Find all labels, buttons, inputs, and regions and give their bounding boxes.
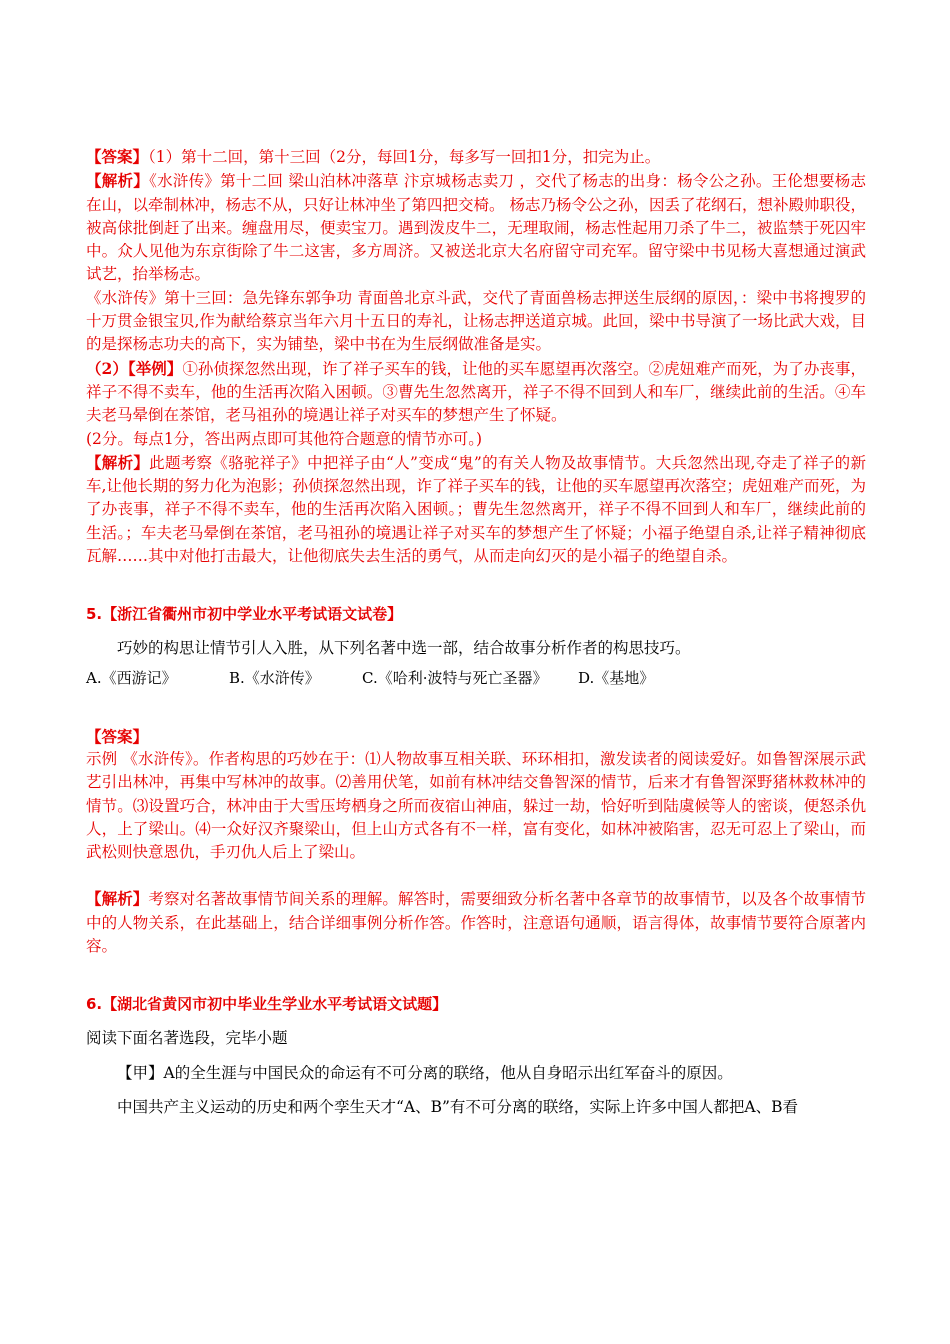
option-b: B.《水浒传》 — [229, 668, 320, 687]
q5-answer-label: 【答案】 — [86, 726, 149, 746]
question-5-prompt: 巧妙的构思让情节引人入胜，从下列名著中选一部，结合故事分析作者的构思技巧。 — [117, 639, 691, 658]
option-a: A.《西游记》 — [86, 668, 177, 687]
q5-analysis-text: 考察对名著故事情节间关系的理解。解答时，需要细致分析名著中各章节的故事情节，以及各个故事情节中的人物关系，在此基础上，结合详细事例分析作答。作答时，注意语句通顺，语言得体，故事情节要符合原著内容。 — [86, 890, 866, 956]
question-5-options — [86, 667, 866, 690]
analysis-text: 《水浒传》第十二回 梁山泊林冲落草 汴京城杨志卖刀 ，交代了杨志的出身：杨令公之孙。王伦想要杨志在山，以牵制林冲，杨志不从，只好让林冲坐了第四把交椅。 杨志乃杨令公之孙，因丢了花纲石，想补殿帅职役，被高俅批倒赶了出来。缠盘用尽，便卖宝刀。遇到泼皮牛二，无理取闹，杨志性起用刀杀了牛二，被监禁于死囚牢中。众人见他为东京街除了牛二这害，多方周济。又被送北京大名府留守司充军。留守梁中书见杨大喜想通过演武试艺，抬举杨志。 — [86, 172, 866, 284]
answer-label: 【答案】 — [86, 147, 149, 166]
part2-paragraph — [86, 357, 866, 428]
question-6-passage-1 — [86, 1062, 866, 1085]
option-d: D.《基地》 — [578, 668, 655, 687]
question-6-prompt: 阅读下面名著选段，完毕小题 — [86, 1029, 288, 1048]
passage-1-text: A的全生涯与中国民众的命运有不可分离的联络，他从自身昭示出红军奋斗的原因。 — [163, 1063, 733, 1082]
part2-text: ①孙侦探忽然出现，诈了祥子买车的钱，让他的买车愿望再次落空。②虎妞难产而死，为了办丧事，祥子不得不卖车，他的生活再次陷入困顿。③曹先生忽然离开，祥子不得不回到人和车厂，继续此前的生活。④车夫老马晕倒在茶馆，老马祖孙的境遇让祥子对买车的梦想产生了怀疑。 — [86, 359, 866, 425]
passage-1-label: 【甲】 — [117, 1063, 164, 1082]
document-page — [86, 145, 866, 1119]
analysis2-label: 【解析】 — [86, 452, 150, 472]
analysis2-text: 此题考察《骆驼祥子》中把祥子由“人”变成“鬼”的有关人物及故事情节。大兵忽然出现,夺走了祥子的新车,让他长期的努力化为泡影；孙侦探忽然出现，诈了祥子买车的钱，让他的买车愿望再次落空；虎妞难产而死，为了办丧事，祥子不得不卖车，他的生活再次陷入困顿。；曹先生忽然离开，祥子不得不回到人和车厂，继续此前的生活。；车夫老马晕倒在茶馆，老马祖孙的境遇让祥子对买车的梦想产生了怀疑；小福子绝望自杀,让祥子精神彻底瓦解……其中对他打击最大，让他彻底失去生活的勇气，从而走向幻灭的是小福子的绝望自杀。 — [86, 453, 866, 566]
part2-label: （2）【举例】 — [86, 358, 183, 378]
answer-paragraph — [86, 145, 866, 169]
analysis2-paragraph — [86, 451, 866, 568]
q5-analysis-label: 【解析】 — [86, 889, 149, 909]
analysis-paragraph-2: 《水浒传》第十三回：急先锋东郭争功 青面兽北京斗武，交代了青面兽杨志押送生辰纲的原因，：梁中书将搜罗的十万贯金银宝贝,作为献给蔡京当年六月十五日的寿礼，让杨志押送道京城。此回，梁中书导演了一场比武大戏，目的是探杨志功夫的高下，实为铺垫，梁中书在为生辰纲做准备是实。 — [86, 288, 866, 354]
analysis-label: 【解析】 — [86, 171, 150, 191]
question-5-heading: 5.【浙江省衢州市初中学业水平考试语文试卷】 — [86, 605, 403, 624]
answer-text: （1）第十二回，第十三回（2分，每回1分，每多写一回扣1分，扣完为止。 — [148, 148, 661, 166]
q5-answer-text: 示例 《水浒传》。作者构思的巧妙在于：⑴人物故事互相关联、环环相扣，激发读者的阅读爱好。如鲁智深展示武艺引出林冲，再集中写林冲的故事。⑵善用伏笔，如前有林冲结交鲁智深的情节，后来才有鲁智深野猪林救林冲的情节。⑶设置巧合，林冲由于大雪压垮栖身之所而夜宿山神庙，躲过一劫，恰好听到陆虞候等人的密谈，便怒杀仇人，上了梁山。⑷一众好汉齐聚梁山，但上山方式各有不一样，富有变化，如林冲被陷害，忍无可忍上了梁山，而武松则快意恩仇，手刃仇人后上了梁山。 — [86, 749, 866, 862]
question-6-passage-2: 中国共产主义运动的历史和两个孪生天才“A、B”有不可分离的联络，实际上许多中国人都把A、B看 — [117, 1097, 799, 1116]
score-note: (2分。每点1分，答出两点即可其他符合题意的情节亦可。) — [86, 429, 483, 448]
question-6-heading: 6.【湖北省黄冈市初中毕业生学业水平考试语文试题】 — [86, 995, 448, 1014]
analysis-paragraph — [86, 169, 866, 286]
option-c: C.《哈利·波特与死亡圣器》 — [362, 668, 548, 687]
q5-analysis-paragraph — [86, 887, 866, 958]
